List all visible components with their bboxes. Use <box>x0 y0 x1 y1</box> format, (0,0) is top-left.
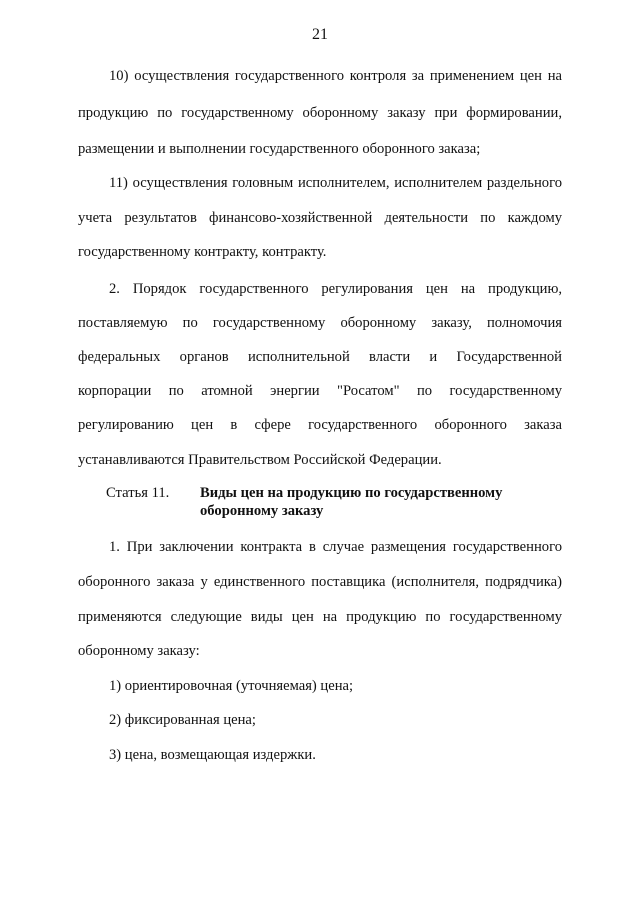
paragraph-2-line-5: регулированию цен в сфере государственного оборонного заказа <box>78 417 562 433</box>
article-title-line-1: Виды цен на продукцию по государственному <box>200 485 503 501</box>
article-11-paragraph-1-line-4: оборонному заказу: <box>78 643 200 659</box>
paragraph-10-line-3: размещении и выполнении государственного оборонного заказа; <box>78 141 481 157</box>
list-item: 3) цена, возмещающая издержки. <box>109 747 316 763</box>
paragraph-11-line-2: учета результатов финансово-хозяйственной деятельности по каждому <box>78 210 562 226</box>
article-title-line-2: оборонному заказу <box>200 503 324 519</box>
paragraph-2-line-2: поставляемую по государственному оборонному заказу, полномочия <box>78 315 562 331</box>
article-11-paragraph-1-line-3: применяются следующие виды цен на продукцию по государственному <box>78 609 562 625</box>
article-11-paragraph-1-line-1: 1. При заключении контракта в случае размещения государственного <box>109 539 562 555</box>
paragraph-11-line-1: 11) осуществления головным исполнителем, исполнителем раздельного <box>109 175 562 191</box>
paragraph-2-line-4: корпорации по атомной энергии "Росатом" по государственному <box>78 383 562 399</box>
paragraph-11-line-3: государственному контракту, контракту. <box>78 244 327 260</box>
article-11-paragraph-1-line-2: оборонного заказа у единственного поставщика (исполнителя, подрядчика) <box>78 574 562 590</box>
article-label: Статья 11. <box>106 485 170 501</box>
paragraph-10-line-1: 10) осуществления государственного контроля за применением цен на <box>109 68 562 84</box>
paragraph-2-line-3: федеральных органов исполнительной власти и Государственной <box>78 349 562 365</box>
paragraph-10-line-2: продукцию по государственному оборонному заказу при формировании, <box>78 105 562 121</box>
paragraph-2-line-6: устанавливаются Правительством Российской Федерации. <box>78 452 442 468</box>
page-number: 21 <box>312 26 328 43</box>
article-title <box>200 484 560 520</box>
paragraph-2-line-1: 2. Порядок государственного регулирования цен на продукцию, <box>109 281 562 297</box>
list-item: 2) фиксированная цена; <box>109 712 256 728</box>
list-item: 1) ориентировочная (уточняемая) цена; <box>109 678 354 694</box>
